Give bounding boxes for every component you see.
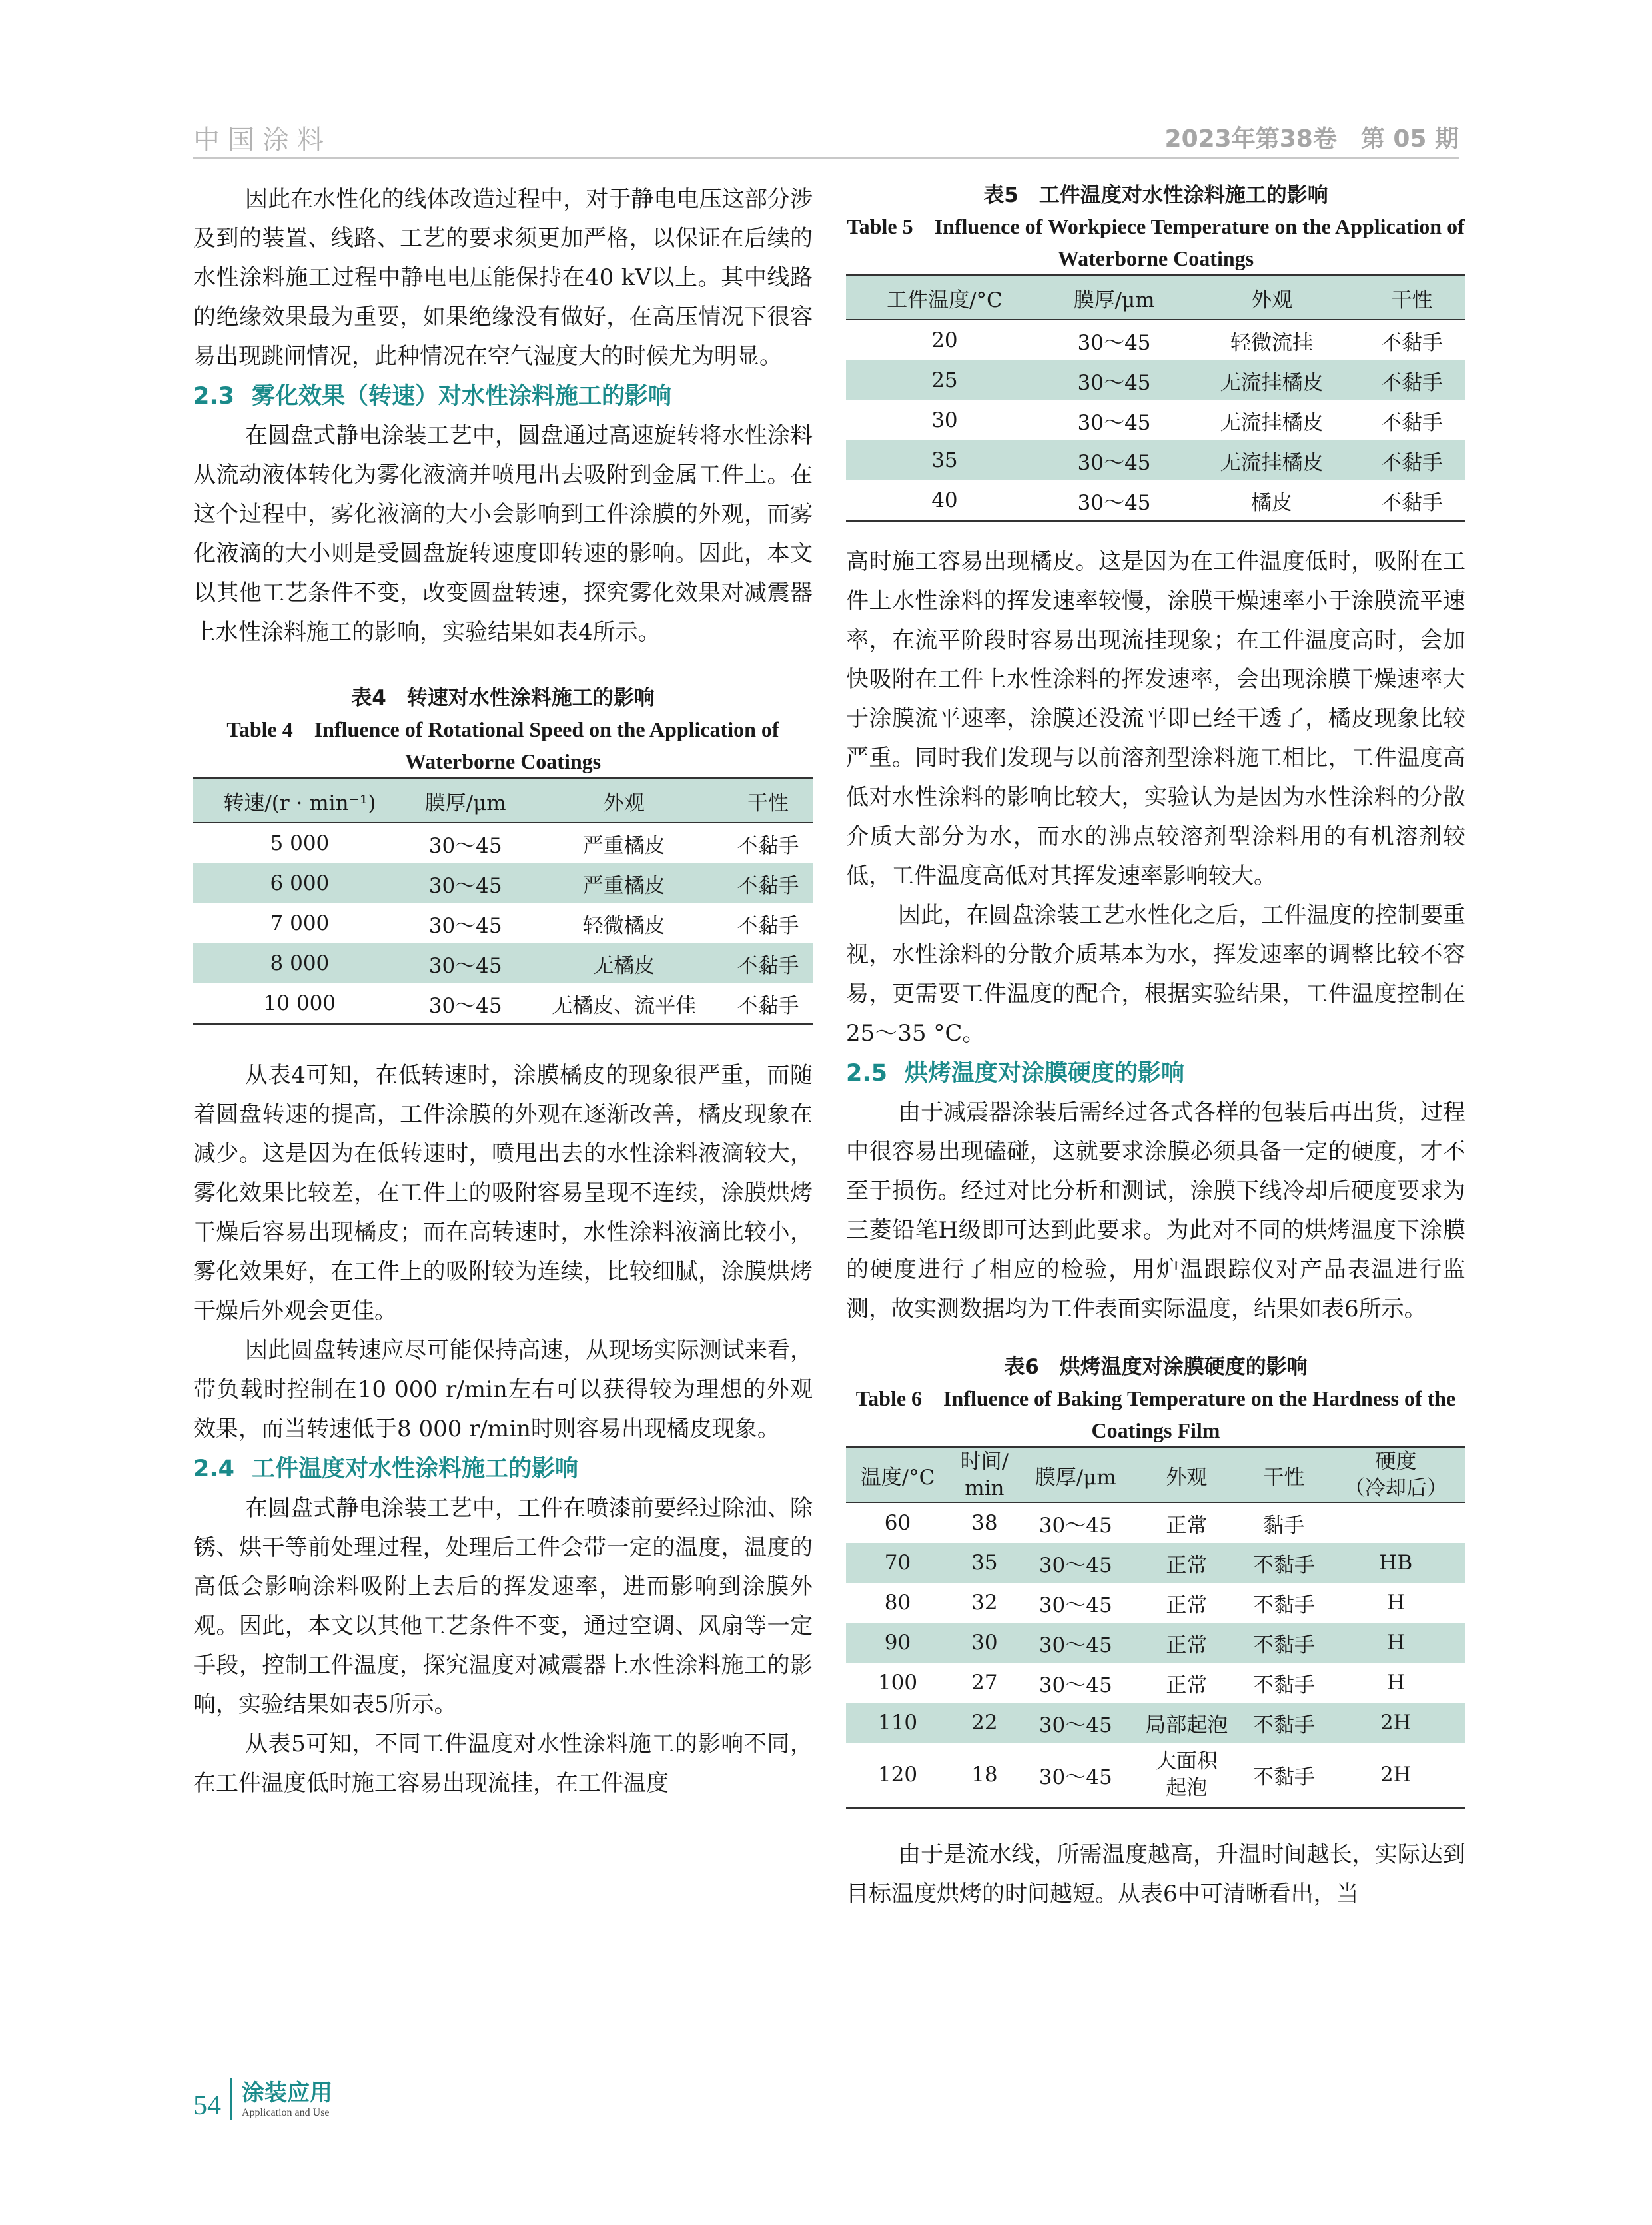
header-line: 时间/ — [960, 1450, 1009, 1474]
table-cell: 30～45 — [406, 863, 525, 903]
table-cell: 无橘皮、流平佳 — [525, 983, 723, 1025]
table-cell: 25 — [846, 360, 1043, 400]
section-title: 烘烤温度对涂膜硬度的影响 — [905, 1060, 1185, 1087]
table-cell: 无流挂橘皮 — [1220, 410, 1324, 435]
table-cell: 不黏手 — [1381, 410, 1444, 435]
table-cell: 18 — [949, 1743, 1020, 1808]
table-cell: 30～45 — [1020, 1743, 1132, 1808]
table-cell: 正常 — [1132, 1623, 1242, 1663]
table-cell: 30～45 — [1077, 330, 1151, 355]
table-row — [846, 480, 1465, 522]
section-number: 2.3 — [193, 383, 235, 410]
table-cell: H — [1386, 1591, 1405, 1615]
table-row — [846, 400, 1465, 440]
table-cell: 120 — [846, 1743, 949, 1808]
table-row — [846, 1623, 1465, 1663]
table-cell: 轻微橘皮 — [582, 913, 665, 938]
table-cell: 7 000 — [270, 911, 330, 935]
table-row — [846, 1663, 1465, 1703]
table-row — [193, 863, 813, 903]
table-row — [846, 320, 1465, 360]
table-cell: 30～45 — [1020, 1623, 1132, 1663]
table-cell: 不黏手 — [1252, 1593, 1315, 1617]
table-cell: 不黏手 — [1358, 480, 1465, 522]
table-row — [846, 440, 1465, 480]
table-cell: 轻微流挂 — [1230, 330, 1314, 355]
table-cell: 30～45 — [1038, 1673, 1112, 1697]
table-cell: 30～45 — [1043, 480, 1186, 522]
table-cell: 正常 — [1166, 1513, 1208, 1538]
table-cell: 2H — [1326, 1703, 1465, 1743]
table-cell: 110 — [846, 1703, 949, 1743]
table-cell: 27 — [971, 1671, 998, 1695]
table-cell: 30～45 — [1038, 1593, 1112, 1617]
journal-name: 中国涂料 — [193, 125, 332, 155]
table-cell: 60 — [884, 1511, 911, 1535]
section-heading-2-5 — [846, 1053, 1465, 1093]
table-cell: 6 000 — [193, 863, 406, 903]
table-cell: 不黏手 — [1242, 1543, 1326, 1583]
table-cell: 不黏手 — [737, 913, 799, 938]
paragraph: 在圆盘式静电涂装工艺中，工件在喷漆前要经过除油、除锈、烘干等前处理过程，处理后工件会带一定的温度，温度的高低会影响涂料吸附上去后的挥发速率，进而影响到涂膜外观。因此，本文以其他工艺条件不变，通过空调、风扇等一定手段，控制工件温度，探究温度对减震器上水性涂料施工的影响，实验结果如表5所示。 — [193, 1495, 813, 1718]
table-row — [193, 903, 813, 943]
paragraph: 因此圆盘转速应尽可能保持高速，从现场实际测试来看，带负载时控制在10 000 r/min左右可以获得较为理想的外观效果，而当转速低于8 000 r/min时则容易出现橘皮现象。 — [193, 1337, 813, 1442]
table-cell: 30～45 — [406, 943, 525, 983]
table-header: 膜厚/μm — [406, 779, 525, 823]
paragraph: 从表5可知，不同工件温度对水性涂料施工的影响不同，在工件温度低时施工容易出现流挂，在工件温度 — [193, 1731, 813, 1797]
table-cell: 不黏手 — [1358, 440, 1465, 480]
table-cell: 40 — [846, 480, 1043, 522]
table-cell: 无橘皮 — [525, 943, 723, 983]
cell-line: 大面积 — [1155, 1749, 1218, 1773]
table-4 — [193, 777, 813, 1025]
table-header: 外观 — [1185, 276, 1358, 320]
paragraph: 在圆盘式静电涂装工艺中，圆盘通过高速旋转将水性涂料从流动液体转化为雾化液滴并喷甩出去吸附到金属工件上。在这个过程中，雾化液滴的大小会影响到工件涂膜的外观，而雾化液滴的大小则是受圆盘旋转速度即转速的影响。因此，本文以其他工艺条件不变，改变圆盘转速，探究雾化效果对减震器上水性涂料施工的影响，实验结果如表4所示。 — [193, 422, 813, 646]
table-6-caption-cn: 表6 烘烤温度对涂膜硬度的影响 — [1004, 1355, 1308, 1379]
table-row — [846, 1502, 1465, 1543]
table-cell: 不黏手 — [723, 863, 813, 903]
section-heading-2-4 — [193, 1449, 813, 1489]
table-cell: 不黏手 — [1242, 1623, 1326, 1663]
column-name-en: Application and Use — [242, 2107, 330, 2118]
table-cell: 35 — [846, 440, 1043, 480]
table-cell: 不黏手 — [737, 833, 799, 858]
table-cell: 80 — [884, 1591, 911, 1615]
table-cell: 不黏手 — [1242, 1743, 1326, 1808]
table-header: 外观 — [1132, 1448, 1242, 1503]
table-cell: 70 — [846, 1543, 949, 1583]
header-line: （冷却后） — [1344, 1476, 1447, 1500]
table-cell: 30～45 — [428, 833, 502, 858]
table-cell: 正常 — [1166, 1593, 1208, 1617]
section-title: 工件温度对水性涂料施工的影响 — [252, 1456, 579, 1482]
table-cell: 不黏手 — [1252, 1673, 1315, 1697]
cell-line: 起泡 — [1166, 1776, 1208, 1800]
table-header: 干性 — [1242, 1448, 1326, 1503]
page-footer — [193, 2078, 332, 2120]
table-cell: 30～45 — [1043, 440, 1186, 480]
paragraph: 由于减震器涂装后需经过各式各样的包装后再出货，过程中很容易出现磕碰，这就要求涂膜必须具备一定的硬度，才不至于损伤。经过对比分析和测试，涂膜下线冷却后硬度要求为三菱铅笔H级即可达到此要求。为此对不同的烘烤温度下涂膜的硬度进行了相应的检验，用炉温跟踪仪对产品表温进行监测，故实测数据均为工件表面实际温度，结果如表6所示。 — [846, 1099, 1465, 1322]
table-cell: 严重橘皮 — [525, 863, 723, 903]
table-cell: 30～45 — [428, 913, 502, 938]
table-cell: 30～45 — [1043, 360, 1186, 400]
table-cell: 无流挂橘皮 — [1185, 360, 1358, 400]
column-name: 涂装应用 — [242, 2080, 332, 2106]
table-5-caption-cn: 表5 工件温度对水性涂料施工的影响 — [983, 183, 1328, 207]
table-5-caption-en: Table 5 Influence of Workpiece Temperature on the Application of Waterborne Coatings — [847, 215, 1465, 270]
table-row — [846, 1583, 1465, 1623]
section-title: 雾化效果（转速）对水性涂料施工的影响 — [252, 383, 672, 410]
paragraph: 高时施工容易出现橘皮。这是因为在工件温度低时，吸附在工件上水性涂料的挥发速率较慢，涂膜干燥速率小于涂膜流平速率，在流平阶段时容易出现流挂现象；在工件温度高时，会加快吸附在工件上水性涂料的挥发速率，会出现涂膜干燥速率大于涂膜流平速率，涂膜还没流平即已经干透了，橘皮现象比较严重。同时我们发现与以前溶剂型涂料施工相比，工件温度高低对水性涂料的影响比较大，实验认为是因为水性涂料的分散介质大部分为水，而水的沸点较溶剂型涂料用的有机溶剂较低，工件温度高低对其挥发速率影响较大。 — [846, 548, 1465, 889]
table-cell — [1326, 1502, 1465, 1543]
table-cell: 正常 — [1166, 1673, 1208, 1697]
table-cell: 100 — [877, 1671, 918, 1695]
table-cell: 8 000 — [193, 943, 406, 983]
section-heading-2-3 — [193, 376, 813, 416]
table-cell: 黏手 — [1263, 1513, 1305, 1538]
left-column — [193, 180, 813, 1803]
page-number: 54 — [193, 2090, 221, 2121]
table-cell — [1132, 1743, 1242, 1808]
table-cell: 不黏手 — [723, 943, 813, 983]
table-cell: 严重橘皮 — [582, 833, 665, 858]
table-header: 干性 — [723, 779, 813, 823]
table-header — [1326, 1448, 1465, 1503]
table-header: 工件温度/°C — [846, 276, 1043, 320]
footer-divider — [230, 2078, 232, 2120]
table-cell: 不黏手 — [723, 983, 813, 1025]
header-line: 硬度 — [1375, 1450, 1417, 1474]
table-cell: 20 — [931, 328, 958, 352]
table-4-caption-en: Table 4 Influence of Rotational Speed on the Application of Waterborne Coatings — [226, 717, 779, 773]
table-cell: 不黏手 — [1381, 330, 1444, 355]
table-cell: 不黏手 — [1242, 1703, 1326, 1743]
issue-info: 2023年第38卷 第 05 期 — [1164, 125, 1459, 153]
table-6 — [846, 1446, 1465, 1809]
table-cell: 35 — [949, 1543, 1020, 1583]
table-header: 干性 — [1358, 276, 1465, 320]
table-cell: 正常 — [1132, 1543, 1242, 1583]
table-row — [846, 360, 1465, 400]
table-header: 膜厚/μm — [1043, 276, 1186, 320]
table-cell: HB — [1326, 1543, 1465, 1583]
table-6-caption-en: Table 6 Influence of Baking Temperature on the Hardness of the Coatings Film — [855, 1386, 1456, 1442]
table-row — [193, 823, 813, 863]
paragraph: 从表4可知，在低转速时，涂膜橘皮的现象很严重，而随着圆盘转速的提高，工件涂膜的外观在逐渐改善，橘皮现象在减少。这是因为在低转速时，喷甩出去的水性涂料液滴较大，雾化效果比较差，在工件上的吸附容易呈现不连续，涂膜烘烤干燥后容易出现橘皮；而在高转速时，水性涂料液滴比较小，雾化效果好，在工件上的吸附较为连续，比较细腻，涂膜烘烤干燥后外观会更佳。 — [193, 1062, 813, 1324]
table-cell: 30 — [949, 1623, 1020, 1663]
table-cell: 30～45 — [1038, 1513, 1112, 1538]
table-cell: 30 — [931, 408, 958, 432]
header-line: min — [965, 1476, 1005, 1500]
table-cell: 局部起泡 — [1132, 1703, 1242, 1743]
header-rule — [193, 157, 1459, 159]
table-header: 转速/(r · min⁻¹) — [193, 779, 406, 823]
section-number: 2.5 — [846, 1060, 888, 1087]
table-cell: H — [1386, 1671, 1405, 1695]
table-row — [193, 943, 813, 983]
table-header — [949, 1448, 1020, 1503]
table-cell: 30～45 — [1020, 1543, 1132, 1583]
table-cell: 无流挂橘皮 — [1185, 440, 1358, 480]
paragraph: 由于是流水线，所需温度越高，升温时间越长，实际达到目标温度烘烤的时间越短。从表6中可清晰看出，当 — [846, 1841, 1465, 1907]
table-cell: H — [1326, 1623, 1465, 1663]
table-cell: 32 — [971, 1591, 998, 1615]
table-cell: 10 000 — [193, 983, 406, 1025]
table-header: 温度/°C — [846, 1448, 949, 1503]
table-cell: 38 — [971, 1511, 998, 1535]
paragraph: 因此在水性化的线体改造过程中，对于静电电压这部分涉及到的装置、线路、工艺的要求须更加严格，以保证在后续的水性涂料施工过程中静电电压能保持在40 kV以上。其中线路的绝缘效果最为重要，如果绝缘没有做好，在高压情况下很容易出现跳闸情况，此种情况在空气湿度大的时候尤为明显。 — [193, 186, 813, 370]
table-cell: 2H — [1326, 1743, 1465, 1808]
table-cell: 不黏手 — [1358, 360, 1465, 400]
section-number: 2.4 — [193, 1456, 235, 1482]
table-cell: 橘皮 — [1185, 480, 1358, 522]
table-cell: 22 — [949, 1703, 1020, 1743]
table-cell: 5 000 — [270, 831, 330, 855]
table-row — [193, 983, 813, 1025]
table-5 — [846, 274, 1465, 522]
right-column — [846, 180, 1465, 1914]
table-header: 膜厚/μm — [1020, 1448, 1132, 1503]
table-cell: 30～45 — [406, 983, 525, 1025]
paragraph: 因此，在圆盘涂装工艺水性化之后，工件温度的控制要重视，水性涂料的分散介质基本为水，挥发速率的调整比较不容易，更需要工件温度的配合，根据实验结果，工件温度控制在25～35 °C。 — [846, 902, 1465, 1047]
table-cell: 90 — [846, 1623, 949, 1663]
table-header: 外观 — [525, 779, 723, 823]
table-row — [846, 1703, 1465, 1743]
table-cell: 30～45 — [1020, 1703, 1132, 1743]
table-row — [846, 1743, 1465, 1808]
table-4-caption-cn: 表4 转速对水性涂料施工的影响 — [351, 686, 655, 710]
table-cell: 30～45 — [1077, 410, 1151, 435]
table-row — [846, 1543, 1465, 1583]
